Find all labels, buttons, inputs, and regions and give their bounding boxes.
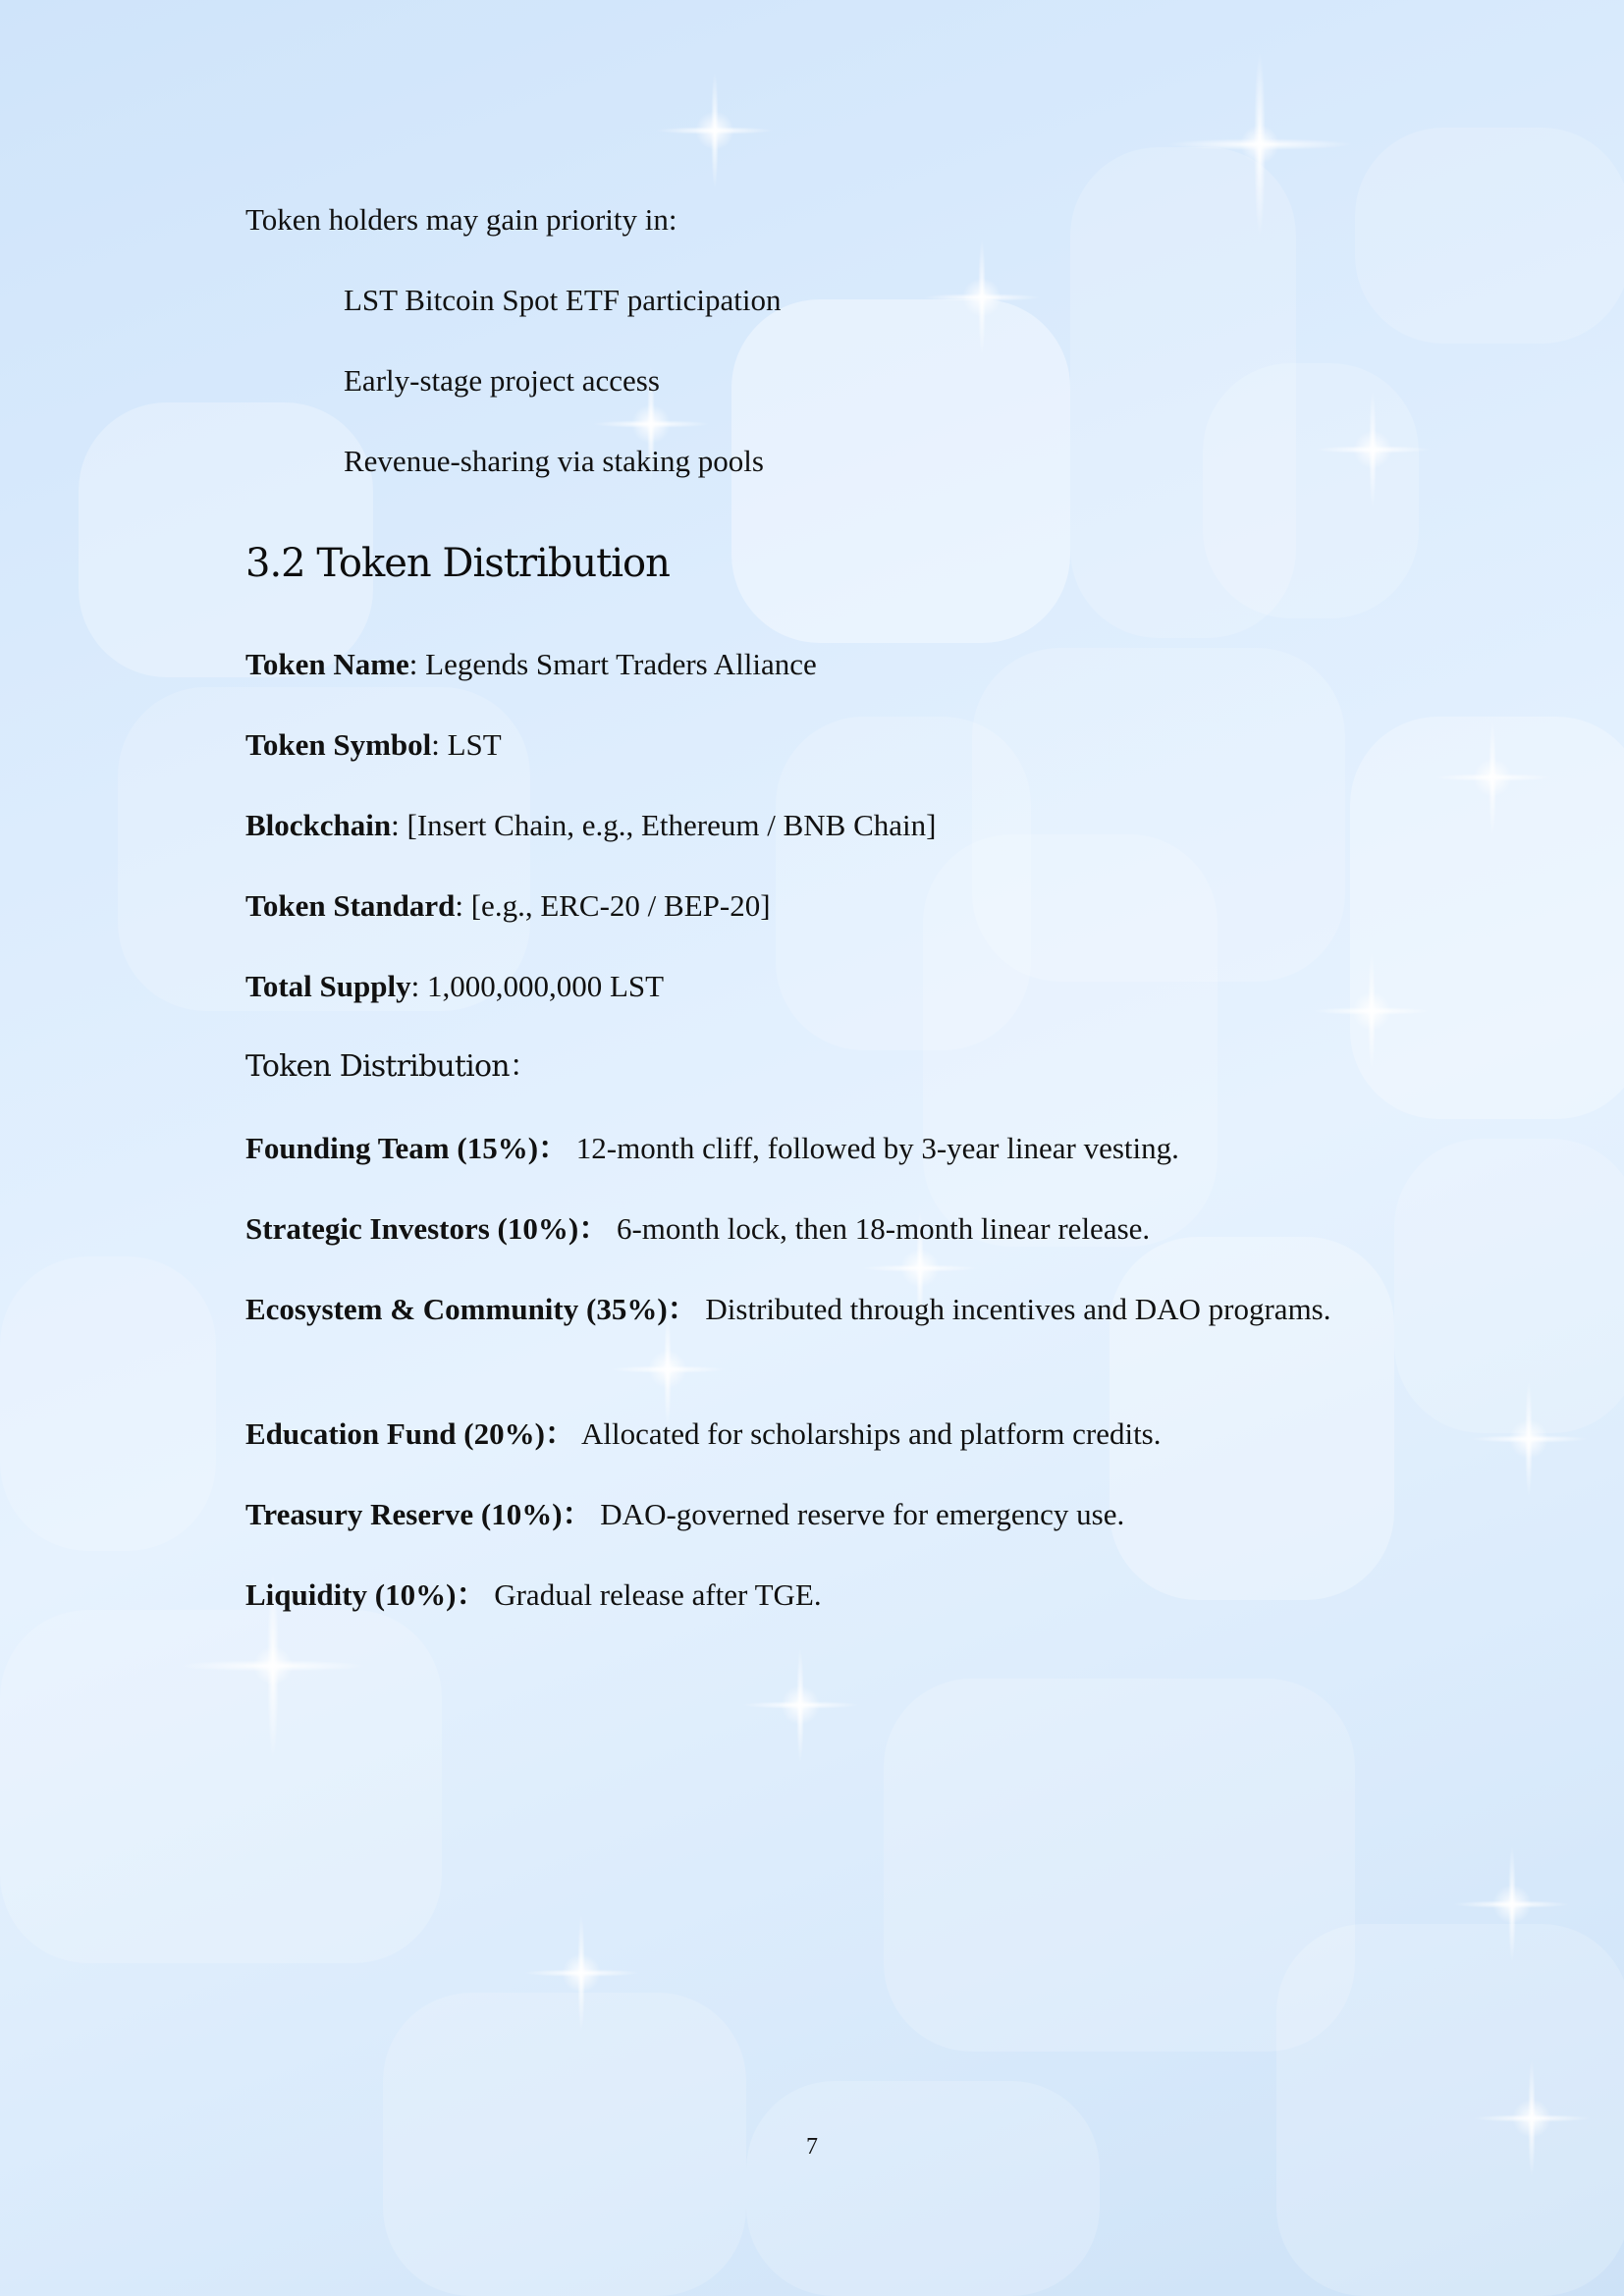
total-supply-value: : 1,000,000,000 LST (410, 969, 665, 1003)
distribution-value: Allocated for scholarships and platform credits. (580, 1416, 1162, 1451)
distribution-value: Gradual release after TGE. (494, 1577, 822, 1612)
distribution-row (245, 1288, 1378, 1331)
page-number: 7 (806, 2134, 818, 2160)
priority-item: Revenue-sharing via staking pools (344, 444, 764, 478)
distribution-label: Ecosystem & Community (35%)： (245, 1292, 698, 1326)
distribution-label: Education Fund (20%)： (245, 1416, 575, 1451)
token-symbol-row (245, 725, 502, 765)
distribution-label: Founding Team (15%)： (245, 1131, 569, 1165)
total-supply-row (245, 967, 664, 1006)
token-symbol-value: : LST (431, 727, 502, 762)
distribution-value: 12-month cliff, followed by 3-year linear vesting. (575, 1131, 1179, 1165)
distribution-label: Treasury Reserve (10%)： (245, 1497, 593, 1531)
token-name-value: : Legends Smart Traders Alliance (408, 647, 817, 681)
token-name-label: Token Name (245, 647, 409, 681)
blockchain-row (245, 806, 936, 845)
distribution-row (245, 1415, 1162, 1454)
section-heading: 3.2 Token Distribution (245, 541, 670, 586)
blockchain-value: : [Insert Chain, e.g., Ethereum / BNB Chain] (391, 808, 937, 842)
distribution-row (245, 1495, 1124, 1534)
blockchain-label: Blockchain (245, 808, 392, 842)
distribution-value: 6-month lock, then 18-month linear release. (616, 1211, 1151, 1246)
distribution-value: Distributed through incentives and DAO programs. (705, 1292, 1331, 1326)
token-symbol-label: Token Symbol (245, 727, 432, 762)
intro-text: Token holders may gain priority in: (245, 202, 677, 237)
token-standard-row (245, 886, 771, 926)
priority-item: LST Bitcoin Spot ETF participation (344, 283, 782, 317)
distribution-row (245, 1575, 822, 1615)
token-name-row (245, 645, 817, 684)
token-standard-value: : [e.g., ERC-20 / BEP-20] (455, 888, 771, 923)
token-standard-label: Token Standard (245, 888, 456, 923)
distribution-row (245, 1209, 1150, 1249)
distribution-label: Liquidity (10%)： (245, 1577, 487, 1612)
distribution-heading: Token Distribution： (245, 1049, 538, 1084)
total-supply-label: Total Supply (245, 969, 411, 1003)
distribution-row (245, 1129, 1179, 1168)
distribution-label: Strategic Investors (10%)： (245, 1211, 610, 1246)
distribution-value: DAO-governed reserve for emergency use. (600, 1497, 1125, 1531)
priority-item: Early-stage project access (344, 363, 660, 398)
